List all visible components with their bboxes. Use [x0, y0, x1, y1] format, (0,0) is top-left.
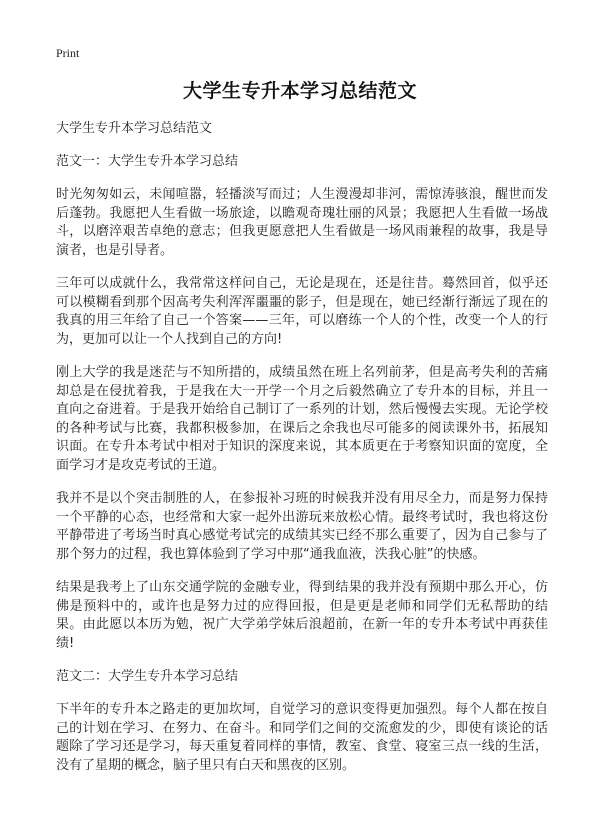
paragraph: 时光匆匆如云，未闻喧嚣，轻播淡写而过；人生漫漫却非河，需惊涛骇浪，醒世而发后蓬勃。我愿把人生看做一场旅途，以瞻观奇瑰壮丽的风景；我愿把人生看做一场战斗，以磨淬艰苦卓绝的意志；但我更愿意把人生看做是一场风雨兼程的故事，我是导演者，也是引导者。	[56, 187, 548, 258]
page-title: 大学生专升本学习总结范文	[182, 80, 417, 102]
print-link[interactable]: Print	[56, 46, 80, 60]
paragraph: 下半年的专升本之路走的更加坎坷，自觉学习的意识变得更加强烈。每个人都在按自己的计划在学习、在努力、在奋斗。和同学们之间的交流愈发的少，即使有谈论的话题除了学习还是学习，每天重复着同样的事情，教室、食堂、寝室三点一线的生活，没有了星期的概念，脑子里只有白天和黑夜的区别。	[56, 702, 548, 773]
document-subtitle: 大学生专升本学习总结范文	[56, 121, 213, 136]
paragraph: 结果是我考上了山东交通学院的金融专业，得到结果的我并没有预期中那么开心，仿佛是预料中的，或许也是努力过的应得回报，但是更是老师和同学们无私帮助的结果。由此愿以本历为勉，祝广大学弟学妹后浪超前，在新一年的专升本考试中再获佳绩!	[56, 580, 548, 651]
section-heading-1: 范文一：大学生专升本学习总结	[56, 154, 239, 169]
paragraph: 刚上大学的我是迷茫与不知所措的，成绩虽然在班上名列前茅，但是高考失利的苦痛却总是在侵扰着我，于是我在大一开学一个月之后毅然确立了专升本的目标，并且一直向之奋进着。于是我开始给自己制订了一系列的计划，然后慢慢去实现。无论学校的各种考试与比赛，我都积极参加，在课后之余我也尽可能多的阅读课外书，拓展知识面。在专升本考试中相对于知识的深度来说，其本质更在于考察知识面的宽度，全面学习才是攻克考试的王道。	[56, 365, 548, 473]
paragraph: 我并不是以个突击制胜的人，在参报补习班的时候我并没有用尽全力，而是努力保持一个平静的心态，也经常和大家一起外出游玩来放松心情。最终考试时，我也将这份平静带进了考场当时真心感觉考试完的成绩其实已经不那么重要了，因为自己参与了那个努力的过程，我也算体验到了学习中那“通我血液，泆我心脏”的快感。	[56, 491, 548, 562]
paragraph: 三年可以成就什么，我常常这样问自己，无论是现在，还是往昔。蓦然回首，似乎还可以模糊看到那个因高考失利浑浑噩噩的影子，但是现在，她已经渐行渐远了现在的我真的用三年给了自己一个答案——三年，可以磨练一个人的个性，改变一个人的行为，更加可以让一个人找到自己的方向!	[56, 276, 548, 347]
section-heading-2: 范文二：大学生专升本学习总结	[56, 669, 239, 684]
document-body	[56, 120, 548, 790]
